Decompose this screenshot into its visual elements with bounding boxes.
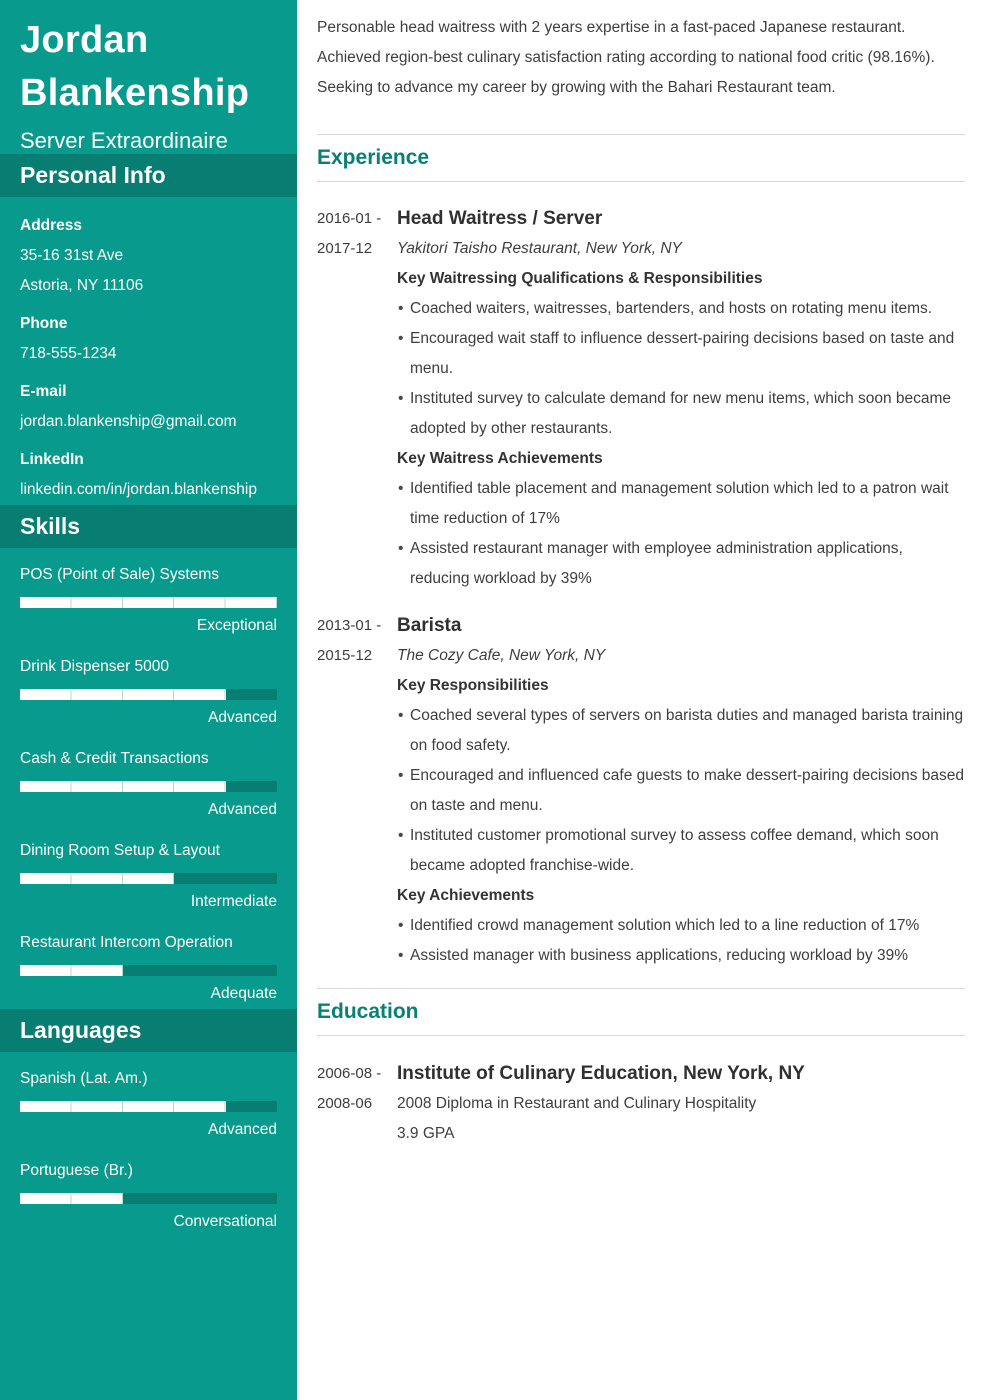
school-name: Institute of Culinary Education, New York, NY xyxy=(397,1063,805,1084)
group-heading: Key Waitressing Qualifications & Responsibilities xyxy=(397,270,763,287)
education-header xyxy=(317,988,965,1036)
bullet-item: • Assisted restaurant manager with employee administration applications, reducing workload by 39% xyxy=(397,534,965,594)
contact-field xyxy=(20,211,277,301)
bullet-list xyxy=(397,474,965,594)
language-level: Conversational xyxy=(173,1213,277,1230)
skill-progress-bar xyxy=(20,873,277,884)
skill-progress-fill xyxy=(20,597,277,608)
group-heading: Key Responsibilities xyxy=(397,677,549,694)
group-heading: Key Achievements xyxy=(397,887,535,904)
contact-fields xyxy=(0,197,297,505)
skill-item xyxy=(20,652,277,733)
language-level: Advanced xyxy=(208,1121,277,1138)
contact-field-value: jordan.blankenship@gmail.com xyxy=(20,413,237,430)
skill-name: Drink Dispenser 5000 xyxy=(20,658,170,675)
bullet-item: • Identified table placement and management solution which led to a patron wait time reduction of 17% xyxy=(397,474,965,534)
experience-entry xyxy=(317,204,965,594)
skill-name: Cash & Credit Transactions xyxy=(20,750,209,767)
bullet-list xyxy=(397,911,965,971)
entry-dates xyxy=(317,611,397,971)
contact-field-value: linkedin.com/in/jordan.blankenship xyxy=(20,481,257,498)
skill-item xyxy=(20,744,277,825)
education-detail: 2008 Diploma in Restaurant and Culinary Hospitality xyxy=(397,1095,757,1112)
bullet-list xyxy=(397,294,965,444)
languages-list xyxy=(0,1052,297,1237)
contact-field-label: E-mail xyxy=(20,383,67,400)
personal-info-title: Personal Info xyxy=(0,154,297,197)
bullet-item: • Assisted manager with business applications, reducing workload by 39% xyxy=(397,941,965,971)
contact-field-label: LinkedIn xyxy=(20,451,84,468)
entry-dates xyxy=(317,1059,397,1149)
languages-title: Languages xyxy=(0,1009,297,1052)
skill-level: Adequate xyxy=(210,985,277,1002)
skill-progress-fill xyxy=(20,965,123,976)
skill-item xyxy=(20,836,277,917)
skill-name: POS (Point of Sale) Systems xyxy=(20,566,219,583)
skill-progress-bar xyxy=(20,965,277,976)
bullet-item: • Identified crowd management solution which led to a line reduction of 17% xyxy=(397,911,965,941)
company-name: The Cozy Cafe, New York, NY xyxy=(397,647,606,664)
experience-header xyxy=(317,134,965,182)
sidebar xyxy=(0,0,297,1400)
job-title: Head Waitress / Server xyxy=(397,208,603,229)
skills-title: Skills xyxy=(0,505,297,548)
skill-name: Dining Room Setup & Layout xyxy=(20,842,220,859)
language-progress-bar xyxy=(20,1193,277,1204)
skill-item xyxy=(20,560,277,641)
identity-block xyxy=(0,0,297,154)
skills-section xyxy=(0,505,297,1009)
skills-list xyxy=(0,548,297,1009)
education-entries xyxy=(317,1059,965,1149)
education-detail: 3.9 GPA xyxy=(397,1125,455,1142)
entry-body xyxy=(397,611,965,971)
bullet-item: • Instituted customer promotional survey to assess coffee demand, which soon became adopted franchise-wide. xyxy=(397,821,965,881)
contact-field-value: Astoria, NY 11106 xyxy=(20,277,144,294)
skill-level: Advanced xyxy=(208,709,277,726)
entry-date-end: 2017-12 xyxy=(317,240,373,257)
skill-progress-fill xyxy=(20,873,174,884)
experience-entry xyxy=(317,611,965,971)
skill-level: Advanced xyxy=(208,801,277,818)
bullet-item: • Instituted survey to calculate demand for new menu items, which soon became adopted by other restaurants. xyxy=(397,384,965,444)
entry-date-start: 2006-08 - xyxy=(317,1065,382,1082)
skill-level: Exceptional xyxy=(196,617,277,634)
skill-progress-fill xyxy=(20,689,226,700)
education-entry xyxy=(317,1059,965,1149)
entry-date-start: 2013-01 - xyxy=(317,617,382,634)
skill-name: Restaurant Intercom Operation xyxy=(20,934,233,951)
language-name: Portuguese (Br.) xyxy=(20,1162,133,1179)
job-title: Barista xyxy=(397,615,462,636)
main-column xyxy=(297,0,990,1400)
contact-field-value: 718-555-1234 xyxy=(20,345,117,362)
entry-date-end: 2015-12 xyxy=(317,647,373,664)
skill-progress-bar xyxy=(20,781,277,792)
language-progress-bar xyxy=(20,1101,277,1112)
education-title: Education xyxy=(317,1000,419,1023)
skill-progress-fill xyxy=(20,781,226,792)
experience-entries xyxy=(317,204,965,971)
entry-group xyxy=(397,264,965,444)
language-item xyxy=(20,1064,277,1145)
bullet-item: • Coached waiters, waitresses, bartenders, and hosts on rotating menu items. xyxy=(397,294,965,324)
entry-body xyxy=(397,1059,965,1149)
bullet-item: • Encouraged wait staff to influence dessert-pairing decisions based on taste and menu. xyxy=(397,324,965,384)
contact-field xyxy=(20,377,277,437)
skill-progress-bar xyxy=(20,597,277,608)
skill-item xyxy=(20,928,277,1009)
contact-field-label: Phone xyxy=(20,315,68,332)
language-name: Spanish (Lat. Am.) xyxy=(20,1070,148,1087)
group-heading: Key Waitress Achievements xyxy=(397,450,603,467)
entry-group xyxy=(397,881,965,971)
contact-field xyxy=(20,309,277,369)
entry-dates xyxy=(317,204,397,594)
bullet-item: • Coached several types of servers on barista duties and managed barista training on food safety. xyxy=(397,701,965,761)
languages-section xyxy=(0,1009,297,1237)
contact-field-label: Address xyxy=(20,217,83,234)
skill-progress-bar xyxy=(20,689,277,700)
company-name: Yakitori Taisho Restaurant, New York, NY xyxy=(397,240,682,257)
bullet-list xyxy=(397,701,965,881)
person-name: Jordan Blankenship xyxy=(20,19,250,114)
entry-date-end: 2008-06 xyxy=(317,1095,373,1112)
entry-body xyxy=(397,204,965,594)
person-tagline: Server Extraordinaire xyxy=(20,128,228,153)
language-item xyxy=(20,1156,277,1237)
professional-summary: Personable head waitress with 2 years expertise in a fast-paced Japanese restaurant. Achieved region-best culinary satisfaction rating according to national food critic (98.16%). Seeking to advance my career by growing with the Bahari Restaurant team. xyxy=(317,19,935,96)
personal-info-section xyxy=(0,154,297,505)
bullet-item: • Encouraged and influenced cafe guests to make dessert-pairing decisions based on taste and menu. xyxy=(397,761,965,821)
language-progress-fill xyxy=(20,1193,123,1204)
contact-field xyxy=(20,445,277,505)
contact-field-value: 35-16 31st Ave xyxy=(20,247,124,264)
language-progress-fill xyxy=(20,1101,226,1112)
entry-group xyxy=(397,671,965,881)
entry-date-start: 2016-01 - xyxy=(317,210,382,227)
entry-group xyxy=(397,444,965,594)
skill-level: Intermediate xyxy=(190,893,277,910)
experience-title: Experience xyxy=(317,146,430,169)
